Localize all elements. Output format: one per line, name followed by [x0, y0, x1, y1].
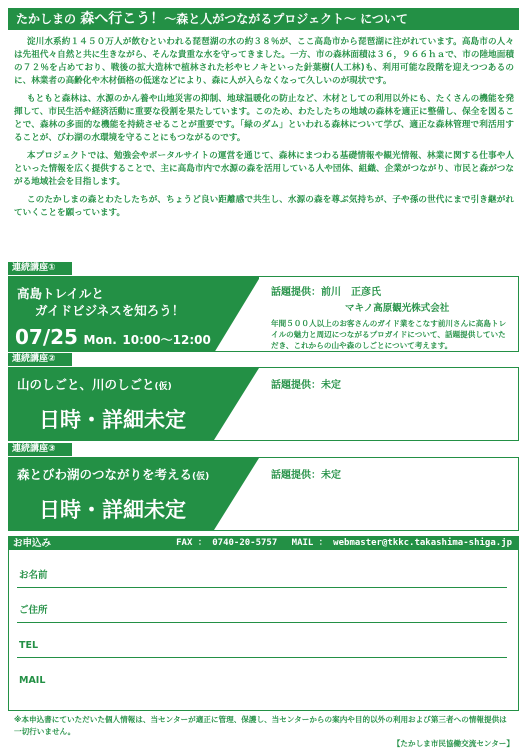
lecture-info: [271, 283, 511, 351]
intro-text: [14, 36, 514, 225]
lecture-box: [8, 276, 519, 352]
lecture-label: 連続講座③: [8, 443, 72, 456]
tel-field-label: TEL: [19, 640, 39, 651]
lecture-undecided: 日時・詳細未定: [39, 408, 186, 432]
lecture-title-line1: 高島トレイルと: [17, 286, 104, 301]
lecture-box: [8, 367, 519, 441]
lecture-title-main: 山のしごと、川のしごと: [17, 377, 155, 392]
header-title: 森へ行こう！: [80, 11, 165, 27]
lecture-title-note: (仮): [154, 382, 172, 392]
lecture-3: [8, 443, 519, 531]
speaker-label: 話題提供：未定: [271, 380, 341, 391]
lecture-title: [17, 466, 209, 486]
mail-field-label: MAIL: [19, 675, 46, 686]
lecture-description: 年間５００人以上のお客さんのガイド業をこなす前川さんに高島トレイルの魅力と周辺につながるプロガイドについて、話題提供していただき、これからの山や森のしごとについて考えます。: [271, 319, 507, 350]
intro-paragraph: 本プロジェクトでは、勉強会やポータルサイトの運営を通じて、森林にまつわる基礎情報や観光情報、林業に関する仕事や人といった情報を広く提供することで、主に高島市内で水源の森を活用している人や団体、組織、企業がつながり、市民と森がつながる地域社会を目指します。: [14, 151, 514, 187]
application-form: [8, 536, 519, 711]
lecture-2: [8, 353, 519, 441]
intro-paragraph: 淀川水系約１４５０万人が飲むといわれる琵琶湖の水の約３８％が、ここ高島市から琵琶湖に注がれています。高島市の人々は先祖代々自然と共に生きながら、そんな貴重な水を守ってきました。一方、市の森林面積は３６，９６６ｈａで、市の陸地面積の７２％を占めており、戦後の拡大造林で植林された杉やヒノキといった針葉樹(人工林)も、利用可能な段階を迎えつつあるのに、林業者の高齢化や木材価格の低迷などにより、森に人が入らなくなって久しいのが現状です。: [14, 37, 514, 86]
mail-field[interactable]: [17, 664, 507, 692]
name-field-label: お名前: [19, 570, 48, 581]
speaker-label: 話題提供：前川 正彦氏: [271, 287, 381, 298]
tel-field[interactable]: [17, 629, 507, 658]
application-header: [9, 537, 518, 550]
lecture-title-line2: ガイドビジネスを知ろう！: [35, 303, 185, 318]
lecture-title: [17, 376, 172, 396]
privacy-note: ※本申込書にていただいた個人情報は、当センターが適正に管理、保護し、当センターからの案内や目的以外の利用および第三者への情報提供は一切行いません。: [14, 715, 507, 736]
lecture-weekday: Mon.: [83, 333, 117, 347]
intro-paragraph: このたかしまの森とわたしたちが、ちょうど良い距離感で共生し、水源の森を尊ぶ気持ちが、子や孫の世代にまで引き継がれていくことを願っています。: [14, 195, 514, 218]
intro-paragraph: もともと森林は、水源のかん養や山地災害の抑制、地球温暖化の防止など、木材としての利用以外にも、たくさんの機能を発揮して、市民生活や経済活動に重要な役割を果たしています。このため、わたしたちの地域の森林を適正に整備し、保全を図ることで、森林の多面的な機能を持続させることが重要です。「緑のダム」といわれる森林について学び、適正な森林管理で利活用することが、びわ湖の水環境を守ることにもつながるのです。: [14, 94, 514, 143]
speaker-label: 話題提供：未定: [271, 470, 341, 481]
speaker-company: マキノ高原観光株式会社: [345, 303, 450, 314]
lecture-box: [8, 457, 519, 531]
application-title: お申込み: [13, 538, 52, 549]
name-field[interactable]: [17, 559, 507, 588]
lecture-date: [15, 325, 211, 349]
footer: [14, 714, 514, 750]
organization-name: 【たかしま市民協働交流センター】: [392, 739, 514, 748]
lecture-info: [271, 376, 341, 391]
lecture-title-note: (仮): [192, 472, 210, 482]
lecture-label: 連続講座②: [8, 353, 72, 366]
lecture-date-value: 07/25: [15, 325, 78, 349]
lecture-time: 10:00～12:00: [122, 333, 211, 347]
address-field-label: ご住所: [19, 605, 48, 616]
address-field[interactable]: [17, 594, 507, 623]
lecture-1: [8, 262, 519, 352]
page-header: [8, 8, 519, 30]
lecture-label: 連続講座①: [8, 262, 72, 275]
lecture-title: [17, 285, 184, 319]
header-suffix: について: [360, 12, 408, 26]
lecture-info: [271, 466, 341, 481]
application-contact: FAX ： 0740-20-5757 MAIL ： webmaster@tkkc.takashima-shiga.jp: [176, 538, 512, 548]
lecture-undecided: 日時・詳細未定: [39, 498, 186, 522]
header-prefix: たかしまの: [16, 12, 77, 26]
lecture-title-main: 森とびわ湖のつながりを考える: [17, 467, 193, 482]
header-subtitle: ～森と人がつながるプロジェクト～: [164, 12, 356, 26]
